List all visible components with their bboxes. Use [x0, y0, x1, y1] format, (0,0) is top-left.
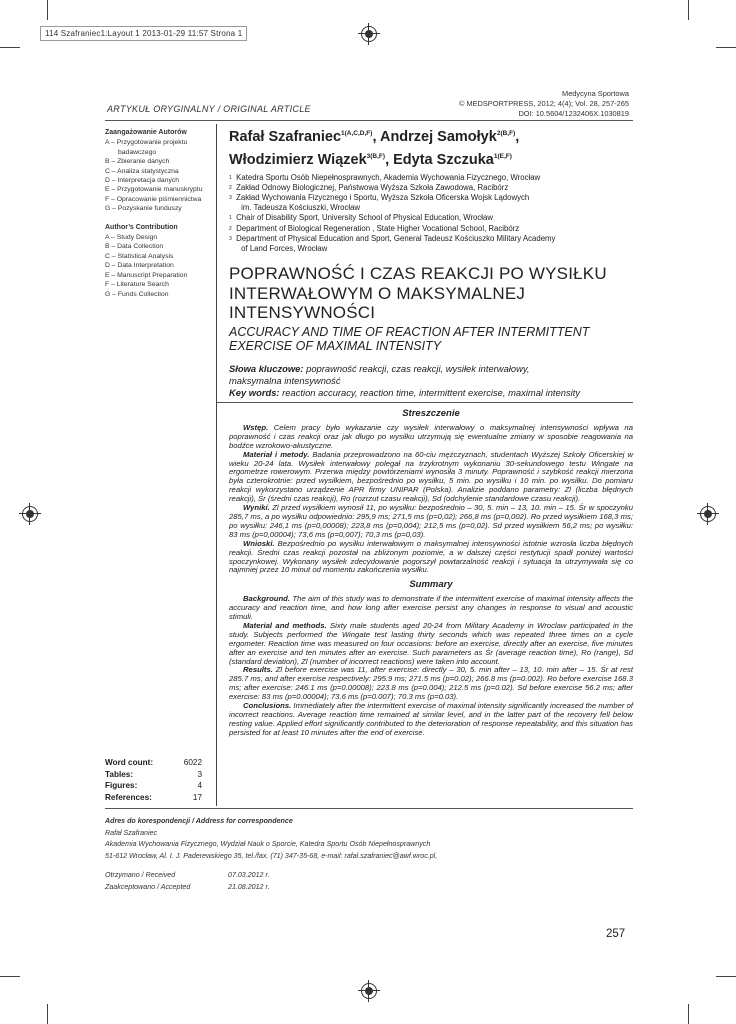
correspondence: [105, 816, 565, 862]
contribution-item: A – Przygotowanie projektu: [105, 139, 188, 147]
affiliation-row: [229, 244, 633, 254]
crop-mark: [716, 47, 736, 48]
registration-mark-icon: [361, 26, 377, 42]
keywords-pl: poprawność reakcji, czas reakcji, wysiłek interwałowy,: [303, 362, 530, 374]
section-label: Wstęp.: [243, 422, 269, 432]
crop-mark: [47, 0, 48, 20]
date-row: [105, 870, 270, 882]
footer-rule: [105, 808, 633, 809]
affiliation-row: [229, 224, 633, 234]
section-label: Materiał i metody.: [243, 449, 310, 459]
abstract-paragraph: [229, 595, 633, 622]
affiliation-text: im. Tadeusza Kościuszki, Wrocław: [241, 203, 361, 213]
contribution-item: C – Statistical Analysis: [105, 252, 174, 260]
affiliation-number: 1: [229, 215, 232, 222]
word-count-row: [105, 757, 202, 769]
affiliation-text: Katedra Sportu Osób Niepełnosprawnych, Akademia Wychowania Fizycznego, Wrocław: [236, 172, 541, 182]
journal-doi: DOI: 10.5604/1232406X.1030819: [518, 109, 629, 118]
affiliation-row: [229, 183, 633, 193]
affiliation-row: [229, 213, 633, 223]
section-text: Sixty male students aged 20-24 from Military Academy in Wroclaw participated in the study. Subjects performed the Wingate test lasting thirty seconds which was repeated three times on a cycle ergometer. Reaction time was measured on four occasions: before an exercise, directly after an exercise, five minutes after an exercise and ten minutes after an exercise. Such parameters as Śr (average reaction time), Ro (range), Sd (standard deviation), Zl (number of incorrect reactions) were taken into account.: [229, 620, 633, 666]
date-value: 07.03.2012 r.: [228, 871, 270, 879]
submission-dates: [105, 870, 270, 893]
journal-info: [459, 89, 629, 119]
stat-value: 3: [197, 769, 202, 779]
section-label: Results.: [243, 665, 273, 675]
keywords-label-pl: Słowa kluczowe:: [229, 362, 304, 374]
article-category: ARTYKUŁ ORYGINALNY / ORIGINAL ARTICLE: [107, 104, 311, 114]
contribution-heading-pl: Zaangażowanie Autorów: [105, 129, 187, 136]
streszczenie: [229, 424, 633, 575]
registration-mark-icon: [22, 506, 38, 522]
word-count-row: [105, 769, 202, 781]
affiliation-text: of Land Forces, Wrocław: [241, 244, 328, 254]
title-line: POPRAWNOŚĆ I CZAS REAKCJI PO WYSIŁKU: [229, 264, 607, 284]
stat-value: 4: [197, 781, 202, 790]
abstract-paragraph: [229, 702, 633, 738]
author-affil: 1(A,C,D,F): [341, 130, 373, 137]
title-line: ACCURACY AND TIME OF REACTION AFTER INTERMITTENT: [229, 324, 590, 339]
registration-mark-icon: [361, 983, 377, 999]
section-text: Celem pracy było wykazanie czy wysiłek interwałowy o maksymalnej intensywności wpływa na poprawność i czas reakcji oraz jak długo po wysiłku utrzymują się ewentualne zmiany w sposobie reagowania na bodźce wzrokowo-akustyczne.: [229, 422, 633, 450]
contribution-item: E – Przygotowanie manuskryptu: [105, 186, 203, 194]
affiliation-number: [234, 244, 239, 254]
affiliation-row: [229, 173, 633, 183]
contribution-sidebar: [105, 128, 217, 299]
date-row: [105, 882, 270, 894]
stat-label: References:: [105, 792, 152, 802]
date-label: Otrzymano / Received: [105, 871, 176, 879]
article-header: [229, 124, 633, 399]
title-english: [229, 325, 633, 353]
keywords-pl-cont: maksymalna intensywność: [229, 374, 341, 386]
affiliation-text: Chair of Disability Sport, University School of Physical Education, Wrocław: [236, 213, 493, 223]
correspondence-address: Akademia Wychowania Fizycznego, Wydział Nauk o Sporcie, Katedra Sportu Osób Niepełnosprawnych: [105, 840, 431, 848]
contribution-item: B – Zbieranie danych: [105, 158, 170, 166]
stat-label: Tables:: [105, 769, 134, 779]
summary-title: Summary: [409, 579, 453, 591]
affiliation-row: [229, 203, 633, 213]
abstract-paragraph: [229, 451, 633, 504]
word-count-row: [105, 792, 202, 804]
title-line: INTERWAŁOWYM O MAKSYMALNEJ: [229, 283, 526, 303]
contribution-item: F – Literature Search: [105, 281, 169, 289]
keywords: [229, 363, 633, 399]
contribution-item: D – Interpretacja danych: [105, 177, 180, 185]
journal-copyright: © MEDSPORTPRESS, 2012; 4(4); Vol. 28, 257-265: [458, 99, 629, 108]
contribution-item: C – Analiza statystyczna: [105, 167, 179, 175]
author-affil: 2(B,F): [496, 130, 516, 137]
summary: [229, 595, 633, 738]
author-separator: ,: [515, 128, 520, 145]
affiliation-row: [229, 234, 633, 244]
streszczenie-title: Streszczenie: [402, 408, 460, 419]
affiliation-number: 3: [229, 235, 232, 242]
word-count-row: [105, 780, 202, 792]
affiliations: [229, 173, 633, 255]
contribution-item: G – Funds Collection: [105, 290, 169, 298]
date-value: 21.08.2012 r.: [228, 882, 270, 891]
author: , Edyta Szczuka: [385, 151, 494, 168]
abstract-paragraph: [229, 504, 633, 540]
affiliation-row: [229, 193, 633, 203]
abstract-paragraph: [229, 540, 633, 576]
contribution-item: F – Opracowanie piśmiennictwa: [105, 195, 202, 203]
crop-mark: [688, 0, 689, 20]
registration-mark-icon: [700, 506, 716, 522]
author-affil: 3(B,F): [366, 152, 386, 160]
affiliation-number: [234, 203, 239, 213]
section-text: Bezpośrednio po wysiłku interwałowym o maksymalnej intensywności istotnie wzrosła liczba błędnych reakcji. Średni czas reakcji pozostał na zbliżonym poziomie, a w dalszej części restytucji spadł poniżej wartości spoczynkowej. Wykonany wysiłek zdecydowanie pogorszył powtarzalność reakcji i sytuacja ta utrzymywała się co najmniej przez 10 minut od momentu zakończenia wysiłku.: [229, 538, 633, 575]
author: Rafał Szafraniec: [229, 128, 342, 145]
contribution-item: G – Pozyskanie funduszy: [105, 205, 182, 213]
author-list: [229, 124, 633, 170]
contribution-item: badawczego: [118, 148, 157, 156]
title-polish: [229, 264, 633, 323]
abstracts: [229, 410, 633, 743]
stat-label: Word count:: [105, 758, 154, 767]
stat-value: 6022: [183, 758, 202, 767]
section-text: Zl before exercise was 11, after exercise: directly – 30, 5. min after – 13, 10. min after – 15. Śr at rest 285.7 ms, and after exercise respectively: 295.9 ms; 271.5 ms (p=0.02); 266.8 ms (p=0.002). Ro before exercise 168.3 ms; after exercise: 246.1 ms (p=0.00008); 223.8 ms (p=0.004); 212.5 ms (p=0.02). Sd before exercise 56.2 ms; after exercise: 83 ms (p=0.00004); 73.6 ms (p=0.007); 70.3 ms (p=0.03).: [229, 665, 633, 702]
abstract-paragraph: [229, 424, 633, 451]
title-line: EXERCISE OF MAXIMAL INTENSITY: [229, 338, 442, 353]
abstract-paragraph: [229, 622, 633, 667]
contribution-item: B – Data Collection: [105, 243, 164, 251]
keywords-rule: [217, 402, 633, 403]
date-label: Zaakceptowano / Accepted: [105, 882, 191, 891]
word-count-box: [105, 757, 202, 803]
affiliation-number: 3: [229, 195, 232, 202]
stat-value: 17: [192, 792, 202, 802]
keywords-en: reaction accuracy, reaction time, intermittent exercise, maximal intensity: [279, 386, 581, 398]
contribution-item: D – Data Interpretation: [105, 262, 174, 270]
correspondence-address: 51-612 Wrocław, Al. I. J. Paderewskiego 35, tel./fax. (71) 347-35-68, e-mail: rafal.szafraniec@awf.wroc.pl,: [105, 851, 438, 860]
section-text: Immediately after the intermittent exercise of maximal intensity significantly increased the number of incorrect reactions. Average reaction time remained at similar level, and in the latter part of the recovery fell below resting value. Applied effort significantly contributed to the deterioration of response repeatability, and this situation has persisted for at least 10 minutes after the end of exercise.: [229, 701, 633, 737]
author: Włodzimierz Wiązek: [229, 151, 367, 168]
author-affil: 1(E,F): [493, 152, 512, 160]
stat-label: Figures:: [105, 781, 138, 790]
correspondence-name: Rafał Szafraniec: [105, 828, 158, 837]
correspondence-heading: Adres do korespondencji / Address for correspondence: [105, 817, 293, 825]
affiliation-number: 2: [229, 184, 232, 191]
affiliation-number: 2: [229, 225, 232, 232]
affiliation-text: Department of Physical Education and Sport, General Tadeusz Kościuszko Military Academy: [236, 233, 556, 243]
header-rule: [105, 120, 633, 121]
section-label: Conclusions.: [243, 701, 292, 711]
keywords-label-en: Key words:: [229, 386, 280, 398]
affiliation-text: Department of Biological Regeneration , State Higher Vocational School, Racibórz: [236, 223, 520, 233]
abstract-paragraph: [229, 666, 633, 702]
section-text: Badania przeprowadzono na 60-ciu mężczyznach, studentach Wyższej Szkoły Oficerskiej w wieku 20-24 lata. Wysiłek interwałowy polegał na trzykrotnym wykonaniu 30-sekundowego testu Wingate na ergometrze rowerowym. Przerwa między powtórzeniami wynosiła 3 minuty. Poprawność i szybkość reakcji mierzona była czterokrotnie: przed wysiłkiem, bezpośrednio po wysiłku, 5 min. po wysiłku i 10 min. po wysiłku. Do pomiaru reakcji wykorzystano urządzenie APR firmy UNIPAR (Polska). Analizie poddano parametry: Zl (liczba błędnych reakcji), Śr (średni czas reakcji), Ro (rozrzut czasu reakcji), Sd (odchylenie standardowe czasu reakcji).: [229, 449, 633, 504]
journal-name: Medycyna Sportowa: [562, 89, 629, 98]
section-label: Wyniki.: [243, 503, 270, 513]
crop-mark: [0, 976, 20, 977]
section-text: Zl przed wysiłkiem wynosił 11, po wysiłku: bezpośrednio – 30, 5. min – 13, 10. min – 15. Śr w spoczynku 285,7 ms, a po wysiłku odpowiednio: 295,9 ms; 271,5 ms (p=0,02); 266,8 ms (p=0,002). Ro przed wysiłkiem 168,3 ms; po wysiłku: 246,1 ms (p=0,00008); 223,8 ms (p=0,004); 212,5 ms (p=0,02). Sd przed wysiłkiem 56,2 ms; po wysiłku: 83 ms (p=0,00004); 73,6 ms (p=0,007); 70,3 ms (p=0,03).: [229, 503, 633, 539]
affiliation-text: Zakład Wychowania Fizycznego i Sportu, Wyższa Szkoła Oficerska Wojsk Lądowych: [236, 193, 530, 203]
contribution-heading-en: Author’s Contribution: [105, 223, 178, 231]
crop-mark: [688, 1004, 689, 1024]
section-label: Background.: [243, 594, 290, 604]
section-label: Material and methods.: [243, 620, 327, 630]
title-line: INTENSYWNOŚCI: [229, 303, 376, 323]
affiliation-number: 1: [229, 174, 232, 181]
print-slug: 114 Szafraniec1:Layout 1 2013-01-29 11:57 Strona 1: [40, 26, 247, 41]
section-text: The aim of this study was to demonstrate if the intermittent exercise of maximal intensity affects the accuracy and reaction time, and how long after exercise persist any changes in response to visual and acoustic stimuli.: [229, 594, 633, 622]
page-number: 257: [606, 928, 626, 940]
crop-mark: [716, 976, 736, 977]
section-label: Wnioski.: [243, 538, 275, 548]
crop-mark: [0, 47, 20, 48]
crop-mark: [47, 1004, 48, 1024]
contribution-item: E – Manuscript Preparation: [105, 271, 188, 279]
affiliation-text: Zakład Odnowy Biologicznej, Państwowa Wyższa Szkoła Zawodowa, Racibórz: [236, 182, 509, 192]
author: , Andrzej Samołyk: [372, 128, 497, 145]
contribution-item: A – Study Design: [105, 234, 158, 242]
